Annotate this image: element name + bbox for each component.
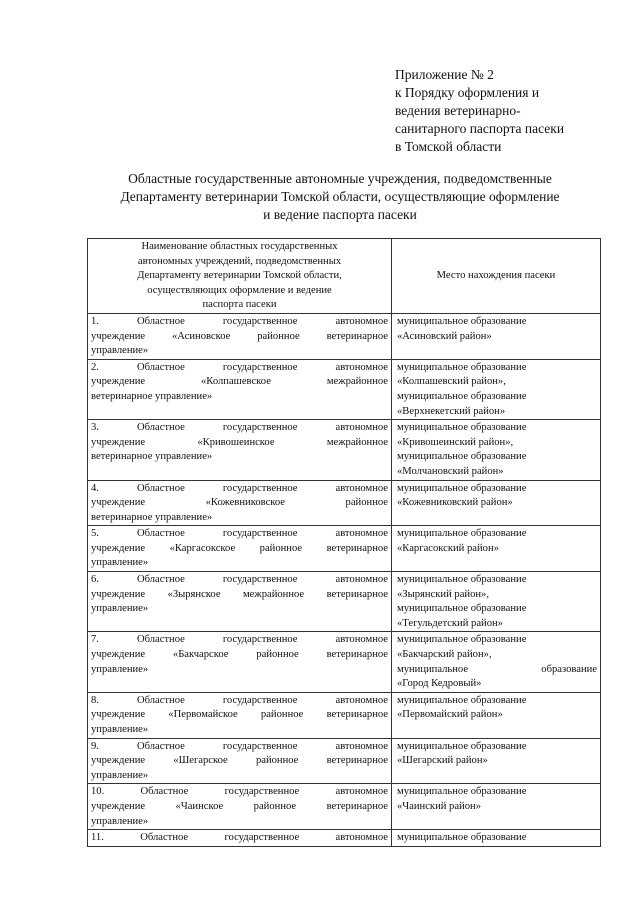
apiary-location-line: муниципальное образование <box>397 634 527 646</box>
header-line: Наименование областных государственных <box>141 241 338 252</box>
apiary-location-cell <box>392 480 601 526</box>
apiary-location-line: «Шегарский район» <box>397 755 488 767</box>
apiary-location-line: «Верхнекетский район» <box>397 405 506 417</box>
apiary-location-line: «Асиновский район» <box>397 330 492 342</box>
table-row <box>88 313 601 359</box>
institution-name-cell <box>88 784 392 830</box>
institution-name-line: 5. Областное государственное автономное <box>91 528 388 540</box>
institution-name-line: учреждение «Зырянское межрайонное ветеринарное <box>91 588 388 600</box>
apiary-location-line: муниципальное образование <box>397 694 527 706</box>
appendix-note <box>395 66 625 156</box>
institution-name-line: учреждение «Каргасокское районное ветеринарное <box>91 542 388 554</box>
institution-name-cell <box>88 313 392 359</box>
institution-name-line: управление» <box>91 557 149 569</box>
apiary-location-cell <box>392 632 601 692</box>
institution-name-line: управление» <box>91 815 149 827</box>
apiary-location-line: «Каргасокский район» <box>397 542 499 554</box>
apiary-location-line: «Зырянский район», <box>397 588 489 600</box>
table-row <box>88 420 601 480</box>
institution-name-line: 2. Областное государственное автономное <box>91 361 388 373</box>
institutions-table <box>87 238 601 847</box>
institution-name-cell <box>88 632 392 692</box>
institution-name-line: 8. Областное государственное автономное <box>91 694 388 706</box>
apiary-location-line: «Чаинский район» <box>397 800 481 812</box>
apiary-location-line: муниципальное образование <box>397 574 527 586</box>
apiary-location-line: муниципальное образование <box>397 361 527 373</box>
apiary-location-cell <box>392 420 601 480</box>
institution-name-line: учреждение «Колпашевское межрайонное <box>91 376 388 388</box>
institution-name-line: 4. Областное государственное автономное <box>91 482 388 494</box>
header-line: Департаменту ветеринарии Томской области, <box>137 270 342 282</box>
apiary-location-line: «Молчановский район» <box>397 465 504 477</box>
appendix-line: ведения ветеринарно- <box>395 103 521 118</box>
institution-name-cell <box>88 572 392 632</box>
institution-name-cell <box>88 420 392 480</box>
apiary-location-line: муниципальное образование <box>397 832 527 844</box>
apiary-location-cell <box>392 526 601 572</box>
table-row <box>88 692 601 738</box>
apiary-location-line: «Тегульдетский район» <box>397 617 503 629</box>
institution-name-line: 10. Областное государственное автономное <box>91 786 388 798</box>
institution-name-line: управление» <box>91 769 149 781</box>
table-row <box>88 830 601 847</box>
apiary-location-cell <box>392 830 601 847</box>
apiary-location-cell <box>392 359 601 419</box>
header-line: паспорта пасеки <box>202 299 277 311</box>
apiary-location-cell <box>392 738 601 784</box>
institution-name-cell <box>88 830 392 847</box>
institution-name-line: 7. Областное государственное автономное <box>91 634 388 646</box>
table-row <box>88 784 601 830</box>
institution-name-line: учреждение «Кожевниковское районное <box>91 497 388 509</box>
institution-name-line: учреждение «Асиновское районное ветеринарное <box>91 330 388 342</box>
institution-name-line: 6. Областное государственное автономное <box>91 574 388 586</box>
apiary-location-line: муниципальное образование <box>397 603 527 615</box>
table-row <box>88 632 601 692</box>
appendix-line: санитарного паспорта пасеки <box>395 121 565 136</box>
title-line: Департаменту ветеринарии Томской области, осуществляющие оформление <box>120 189 560 204</box>
apiary-location-line: «Кожевниковский район» <box>397 497 513 509</box>
institution-name-line: ветеринарное управление» <box>91 390 213 402</box>
institution-name-line: 9. Областное государственное автономное <box>91 740 388 752</box>
appendix-line: в Томской области <box>395 139 502 154</box>
apiary-location-line: муниципальное образование <box>397 451 527 463</box>
institution-name-line: учреждение «Шегарское районное ветеринарное <box>91 755 388 767</box>
header-apiary-location: Место нахождения пасеки <box>392 239 601 314</box>
appendix-line: к Порядку оформления и <box>395 85 540 100</box>
institution-name-line: 1. Областное государственное автономное <box>91 315 388 327</box>
header-line: автономных учреждений, подведомственных <box>137 255 342 267</box>
institution-name-cell <box>88 359 392 419</box>
title-line: Областные государственные автономные учреждения, подведомственные <box>128 171 552 186</box>
table-row <box>88 526 601 572</box>
table-row <box>88 359 601 419</box>
institution-name-line: управление» <box>91 345 149 357</box>
institution-name-line: управление» <box>91 724 149 735</box>
apiary-location-line: «Бакчарский район», <box>397 649 492 661</box>
institution-name-cell <box>88 738 392 784</box>
apiary-location-line: муниципальное образование <box>397 390 527 402</box>
apiary-location-line: муниципальное образование <box>397 528 527 540</box>
institution-name-line: ветеринарное управление» <box>91 511 213 523</box>
institution-name-line: учреждение «Кривошеинское межрайонное <box>91 436 388 448</box>
institution-name-line: 3. Областное государственное автономное <box>91 422 388 434</box>
appendix-line: Приложение № 2 <box>395 67 494 82</box>
header-line: осуществляющих оформление и ведение <box>147 284 332 296</box>
institution-name-cell <box>88 526 392 572</box>
institution-name-cell <box>88 692 392 738</box>
apiary-location-line: муниципальное образование <box>397 663 597 675</box>
title-line: и ведение паспорта пасеки <box>263 207 417 222</box>
apiary-location-cell <box>392 692 601 738</box>
apiary-location-cell <box>392 313 601 359</box>
apiary-location-cell <box>392 572 601 632</box>
institution-name-line: учреждение «Бакчарское районное ветеринарное <box>91 649 388 661</box>
institution-name-line: 11. Областное государственное автономное <box>91 832 388 844</box>
header-institution-name <box>88 239 392 314</box>
institution-name-line: управление» <box>91 603 149 615</box>
institution-name-cell <box>88 480 392 526</box>
apiary-location-line: муниципальное образование <box>397 740 527 752</box>
table-row <box>88 572 601 632</box>
apiary-location-line: муниципальное образование <box>397 482 527 494</box>
apiary-location-line: «Колпашевский район», <box>397 376 506 388</box>
apiary-location-line: «Кривошеинский район», <box>397 436 514 448</box>
apiary-location-line: муниципальное образование <box>397 315 527 327</box>
institution-name-line: учреждение «Чаинское районное ветеринарное <box>91 800 388 812</box>
institution-name-line: управление» <box>91 663 149 675</box>
table-header-row <box>88 239 601 314</box>
apiary-location-line: «Первомайский район» <box>397 709 503 721</box>
apiary-location-cell <box>392 784 601 830</box>
table-row <box>88 480 601 526</box>
apiary-location-line: муниципальное образование <box>397 422 527 434</box>
table-row <box>88 738 601 784</box>
institution-name-line: ветеринарное управление» <box>91 451 213 463</box>
institution-name-line: учреждение «Первомайское районное ветеринарное <box>91 709 388 721</box>
document-title <box>60 170 620 224</box>
apiary-location-line: «Город Кедровый» <box>397 678 482 690</box>
apiary-location-line: муниципальное образование <box>397 786 527 798</box>
